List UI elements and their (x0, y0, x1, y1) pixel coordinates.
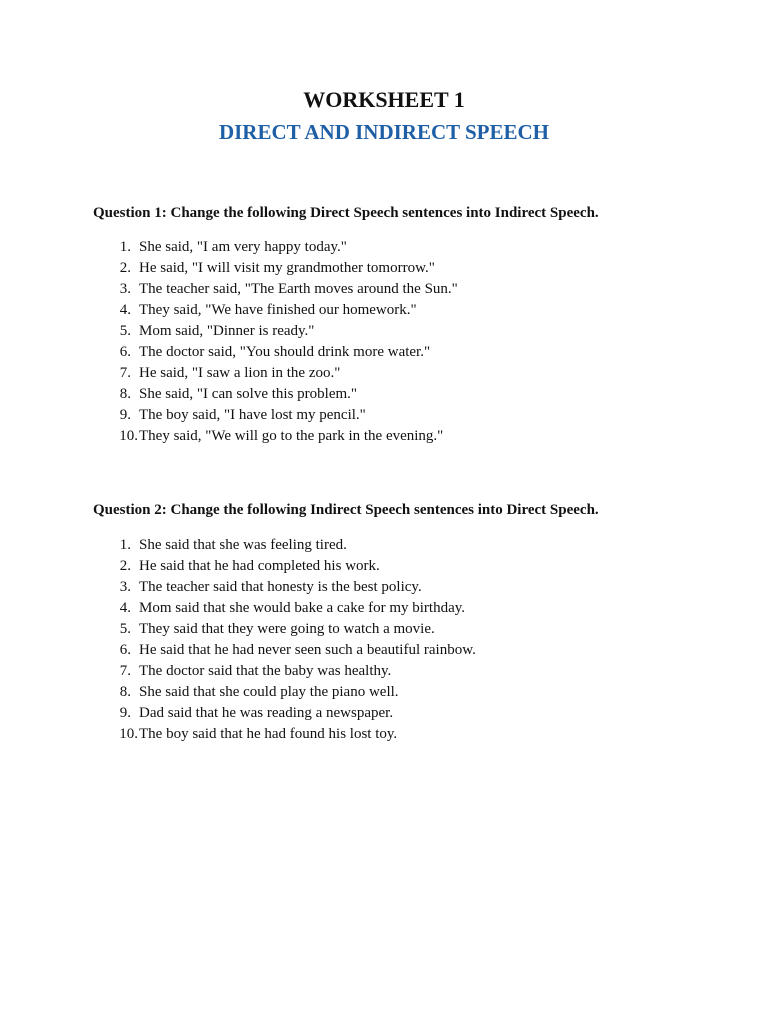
item-text: They said, "We have finished our homework." (139, 302, 417, 318)
item-number: 4. (119, 600, 131, 616)
item-number: 6. (119, 344, 131, 360)
item-text: She said that she was feeling tired. (139, 537, 347, 553)
item-text: They said that they were going to watch a movie. (139, 621, 435, 637)
item-text: The doctor said that the baby was healthy. (139, 663, 392, 679)
item-number: 3. (119, 281, 131, 297)
item-number: 2. (119, 558, 131, 574)
item-number: 8. (119, 386, 131, 402)
worksheet-subtitle: DIRECT AND INDIRECT SPEECH (218, 120, 550, 144)
item-number: 1. (119, 239, 131, 255)
item-text: The teacher said, "The Earth moves around the Sun." (139, 281, 458, 297)
item-text: The boy said that he had found his lost toy. (139, 726, 398, 742)
item-text: She said, "I can solve this problem." (139, 386, 358, 402)
item-number: 9. (119, 407, 131, 423)
item-number: 7. (119, 663, 131, 679)
item-number: 5. (119, 621, 131, 637)
item-number: 7. (119, 365, 131, 381)
item-text: Mom said, "Dinner is ready." (139, 323, 315, 339)
item-text: The boy said, "I have lost my pencil." (139, 407, 366, 423)
item-text: The teacher said that honesty is the best policy. (139, 579, 422, 595)
worksheet-title: WORKSHEET 1 (303, 87, 465, 112)
item-number: 5. (119, 323, 131, 339)
question-1-heading: Question 1: Change the following Direct Speech sentences into Indirect Speech. (93, 205, 599, 221)
item-text: Mom said that she would bake a cake for my birthday. (139, 600, 466, 616)
item-number: 2. (119, 260, 131, 276)
item-number: 9. (119, 705, 131, 721)
item-number: 8. (119, 684, 131, 700)
item-number: 10. (119, 726, 138, 742)
item-text: They said, "We will go to the park in the evening." (139, 428, 444, 444)
item-text: He said, "I saw a lion in the zoo." (139, 365, 341, 381)
item-text: She said that she could play the piano well. (139, 684, 399, 700)
item-number: 1. (119, 537, 131, 553)
item-text: She said, "I am very happy today." (139, 239, 347, 255)
item-number: 6. (119, 642, 131, 658)
item-text: He said, "I will visit my grandmother tomorrow." (139, 260, 435, 276)
item-number: 4. (119, 302, 131, 318)
item-number: 10. (119, 428, 138, 444)
item-text: He said that he had never seen such a beautiful rainbow. (139, 642, 476, 658)
question-2-heading: Question 2: Change the following Indirect Speech sentences into Direct Speech. (93, 502, 599, 518)
item-number: 3. (119, 579, 131, 595)
item-text: The doctor said, "You should drink more water." (139, 344, 431, 360)
item-text: Dad said that he was reading a newspaper. (139, 705, 394, 721)
item-text: He said that he had completed his work. (139, 558, 380, 574)
